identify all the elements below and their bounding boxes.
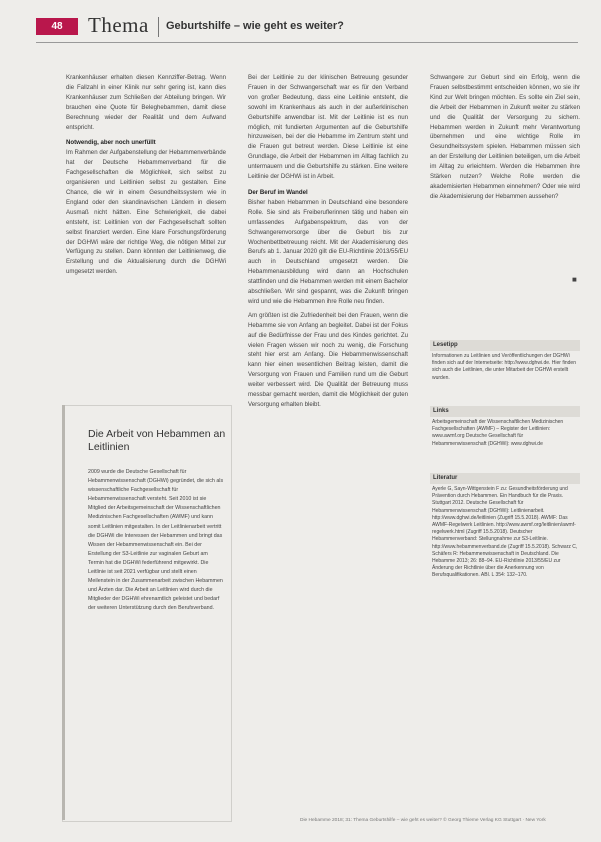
paragraph: Krankenhäuser erhalten diesen Kennziffer-Betrag. Wenn die Fallzahl in einer Klinik nur sehr gering ist, kann dies Krankenhäuser zum Schließen der Abteilung bringen. Wir brauchen eine Quote für Beleghebammen, damit diese Berechnung wieder der Realität und dem Aufwand entspricht. [66,74,226,131]
section-title: Thema [88,13,149,37]
literature-heading: Literatur [430,473,580,484]
subheading: Notwendig, aber noch unerfüllt [66,139,156,147]
lesetipp-heading: Lesetipp [430,340,580,351]
links-text: Arbeitsgemeinschaft der Wissenschaftlichen Medizinischen Fachgesellschaften (AWMF) – Register der Leitlinien: www.awmf.org Deutsche Gesellschaft für Hebammenwissenschaft (DGHWi): www.dghwi.de [432,419,564,447]
literature-box [430,473,580,580]
article-end-marker: ■ [572,275,577,284]
subheading: Der Beruf im Wandel [248,188,308,196]
page-footer: Die Hebamme 2018; 31: Thema Geburtshilfe – wie geht es weiter? © Georg Thieme Verlag KG Stuttgart · New York [300,818,546,823]
infobox-title: Die Arbeit von Hebammen an Leitlinien [88,428,226,453]
header-rule [36,42,578,43]
column-1 [66,73,226,277]
paragraph: Schwangere zur Geburt sind ein Erfolg, wenn die Frauen selbstbestimmt entscheiden können, wo sie ihr Kind zur Welt bringen möchten. Es sollte ein Ziel sein, die Arbeit der Hebammen in Zukunft weiter zu stärken und die Qualität der Versorgung zu sichern. Hebammen werden in Zukunft mehr Verantwortung übernehmen und eine wichtige Rolle im Gesundheitssystem spielen. Hebammen müssen sich an der Erstellung der Leitlinien beteiligen, um die Arbeit im Alltag zu erleichtern. Werden die Hebammen ihre Stärken nutzen? Welche Rolle werden die akademisierten Hebammen einnehmen? Oder wie wird die Akademisierung der Hebammen aussehen? [430,74,580,200]
lesetipp-text: Informationen zu Leitlinien und Veröffentlichungen der DGHWi finden sich auf der Internetseite: http://www.dghwi.de. Hier finden sich auch die Leitlinien, die unter Mitarbeit der DGHWi erstellt wurden. [432,353,576,381]
literature-text: Ayerle G, Sayn-Wittgenstein F zu: Gesundheitsförderung und Prävention durch Hebammen. Ein Handbuch für die Praxis. Stuttgart 2012. Deutsche Gesellschaft für Hebammenwissenschaft (DGHWi): Leitlinienarbeit. http://www.dghwi.de/leitlinien (Zugriff 15.5.2018). AWMF: Das AWMF-Regelwerk Leitlinien. http://www.awmf.org/leitlinien/awmf-regelwerk.html (Zugriff 15.5.2018). Deutscher Hebammenverband: Stellungnahme zur S3-Leitlinie. http://www.hebammenverband.de (Zugriff 15.5.2018). Schwarz C, Schäfers R: Hebammenwissenschaft in Deutschland. Die Hebamme 2013; 26: 88–94. EU-Richtlinie 2013/55/EU zur Änderung der Richtlinie über die Anerkennung von Berufsqualifikationen. ABl. L 354: 132–170. [432,486,578,579]
page-number: 48 [36,18,78,35]
links-heading: Links [430,406,580,417]
links-box [430,406,580,448]
paragraph: Bei der Leitlinie zu der klinischen Betreuung gesunder Frauen in der Schwangerschaft war es für den Verband von großer Bedeutung, dass eine Leitlinie entsteht, die sowohl im Krankenhaus als auch in der außerklinischen Geburtshilfe anwendbar ist. Mit der Leitlinie ist es nun möglich, mit fundierten Argumenten auf die Geburtshilfe hinzuweisen, bei der die Hebamme im Zentrum steht und die Frauen gut betreut werden. Diese Leitlinie ist eine Grundlage, die Arbeit der Hebammen im Alltag fachlich zu untermauern und die Geburtshilfe zu stärken. Eine weitere Leitlinie der DGHWi ist in Arbeit. [248,74,408,181]
paragraph: Im Rahmen der Aufgabenstellung der Hebammenverbände hat der Deutsche Hebammenverband für die Fachgesellschaften die Möglichkeit, sich selbst zu organisieren und Leitlinien selbst zu gestalten. Eine Chance, die wir in einem Gesundheitssystem wie in England oder den skandinavischen Ländern in diesem Ausmaß nicht hätten. Eine Schwierigkeit, die dabei entsteht, ist: Leitlinien von der Fachgesellschaft sollten selbst finanziert werden. Eine klare Forschungsförderung der DGHWi wäre der richtige Weg, die nötigen Mittel zur Verfügung zu stellen. Dann könnten der Leitlinienweg, die Erstellung und die Aktualisierung durch die DGHWi umgesetzt werden. [66,149,226,276]
article-subtitle: Geburtshilfe – wie geht es weiter? [166,20,344,32]
column-3 [430,73,580,202]
lesetipp-box [430,340,580,382]
column-2 [248,73,408,410]
paragraph: Am größten ist die Zufriedenheit bei den Frauen, wenn die Hebamme sie von Anfang an begleitet. Dabei ist der Fokus auf die Bedürfnisse der Frau und des Kindes gerichtet. Zu vielen Fragen wissen wir noch zu wenig, die Forschung steht hier erst am Anfang. Die Hebammenwissenschaft kann hier einen wesentlichen Beitrag leisten, damit die Versorgung von Frauen und Familien rund um die Geburt weiter verbessert wird. Die Qualität der Betreuung muss messbar gemacht werden, damit die Möglichkeit der guten Versorgung erhalten bleibt. [248,311,408,408]
paragraph: Bisher haben Hebammen in Deutschland eine besondere Rolle. Sie sind als Freiberuflerinnen tätig und haben ein umfassendes Aufgabenspektrum, das von der Schwangerenvorsorge über die Geburt bis zur Wochenbettbetreuung reicht. Mit der Akademisierung des Berufs ab 1. Januar 2020 gilt die EU-Richtlinie 2013/55/EU auch in Deutschland umgesetzt werden. Die Hebammenausbildung wird dann an Hochschulen stattfinden und die Hebammen werden mit einem Bachelor abschließen. Wir sind gespannt, was die Zukunft bringen wird und wie die Hebammen ihre Rolle neu finden. [248,198,408,305]
infobox-text: 2009 wurde die Deutsche Gesellschaft für Hebammenwissenschaft (DGHWi) gegründet, die sich als wissenschaftliche Fachgesellschaft für Hebammenwissenschaft versteht. Seit 2010 ist sie Mitglied der Arbeitsgemeinschaft der Wissenschaftlichen Medizinischen Fachgesellschaften (AWMF) und kann somit Leitlinien mitgestalten. In der Leitlinienarbeit vertritt die DGHWi die Interessen der Hebammen und bringt das Wissen der Hebammenwissenschaft ein. Bei der Erstellung der S3-Leitlinie zur vaginalen Geburt am Termin hat die DGHWi federführend mitgewirkt. Die Leitlinie ist seit 2021 verfügbar und stellt einen Meilenstein in der Zusammenarbeit zwischen Hebammen und Ärzten dar. Die Arbeit an Leitlinien wird durch die Mitglieder der DGHWi ehrenamtlich geleistet und bedarf der weiteren Unterstützung durch den Berufsverband. [88,469,224,612]
infobox-accent-rule [62,405,65,820]
header-divider [158,17,159,37]
